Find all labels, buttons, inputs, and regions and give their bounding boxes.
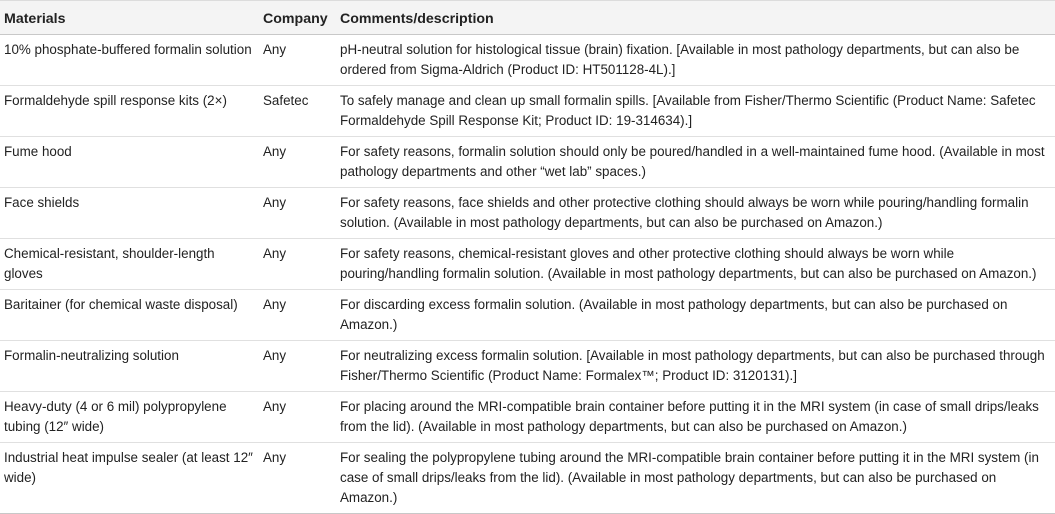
material-cell: Chemical-resistant, shoulder-length gloves — [0, 239, 259, 290]
material-cell: Fume hood — [0, 137, 259, 188]
header-comments: Comments/description — [336, 1, 1055, 35]
company-cell: Any — [259, 137, 336, 188]
material-cell: Heavy-duty (4 or 6 mil) polypropylene tubing (12″ wide) — [0, 392, 259, 443]
company-cell: Any — [259, 188, 336, 239]
table-row — [0, 239, 1055, 290]
company-cell: Safetec — [259, 86, 336, 137]
description-cell: For neutralizing excess formalin solution. [Available in most pathology departments, but can also be purchased through Fisher/Thermo Scientific (Product Name: Formalex™; Product ID: 3120131).] — [336, 341, 1055, 392]
company-cell: Any — [259, 341, 336, 392]
header-company: Company — [259, 1, 336, 35]
header-row — [0, 1, 1055, 35]
company-cell: Any — [259, 392, 336, 443]
company-cell: Any — [259, 290, 336, 341]
material-cell: 10% phosphate-buffered formalin solution — [4, 42, 252, 57]
company-cell: Any — [263, 42, 287, 57]
description-cell: For safety reasons, chemical-resistant gloves and other protective clothing should always be worn while pouring/handling formalin solution. (Available in most pathology departments, but can also be purchased on Amazon.) — [336, 239, 1055, 290]
table-row — [0, 86, 1055, 137]
description-cell: For placing around the MRI-compatible brain container before putting it in the MRI system (in case of small drips/leaks from the lid). (Available in most pathology departments, but can also be purchased on Amazon.) — [336, 392, 1055, 443]
table-row — [0, 35, 1055, 86]
description-cell: For safety reasons, formalin solution should only be poured/handled in a well-maintained fume hood. (Available in most pathology departments and other “wet lab” spaces.) — [336, 137, 1055, 188]
table-row — [0, 137, 1055, 188]
header-materials: Materials — [0, 1, 259, 35]
table-row — [0, 188, 1055, 239]
description-cell: For safety reasons, face shields and other protective clothing should always be worn while pouring/handling formalin solution. (Available in most pathology departments, but can also be purchased on Amazon.) — [336, 188, 1055, 239]
material-cell: Baritainer (for chemical waste disposal) — [0, 290, 259, 341]
description-cell: pH-neutral solution for histological tissue (brain) fixation. [Available in most pathology departments, but can also be ordered from Sigma-Aldrich (Product ID: HT501128-4L).] — [340, 42, 1020, 77]
description-cell: To safely manage and clean up small formalin spills. [Available from Fisher/Thermo Scientific (Product Name: Safetec Formaldehyde Spill Response Kit; Product ID: 19-314634).] — [336, 86, 1055, 137]
table-row — [0, 392, 1055, 443]
material-cell: Formaldehyde spill response kits (2×) — [0, 86, 259, 137]
table-row — [0, 443, 1055, 514]
table-row — [0, 290, 1055, 341]
description-cell: For discarding excess formalin solution. (Available in most pathology departments, but can also be purchased on Amazon.) — [336, 290, 1055, 341]
material-cell: Face shields — [0, 188, 259, 239]
material-cell: Formalin-neutralizing solution — [0, 341, 259, 392]
company-cell: Any — [259, 443, 336, 514]
company-cell: Any — [259, 239, 336, 290]
description-cell: For sealing the polypropylene tubing around the MRI-compatible brain container before putting it in the MRI system (in case of small drips/leaks from the lid). (Available in most pathology departments, but can also be purchased on Amazon.) — [336, 443, 1055, 514]
table-row — [0, 341, 1055, 392]
material-cell: Industrial heat impulse sealer (at least 12″ wide) — [0, 443, 259, 514]
